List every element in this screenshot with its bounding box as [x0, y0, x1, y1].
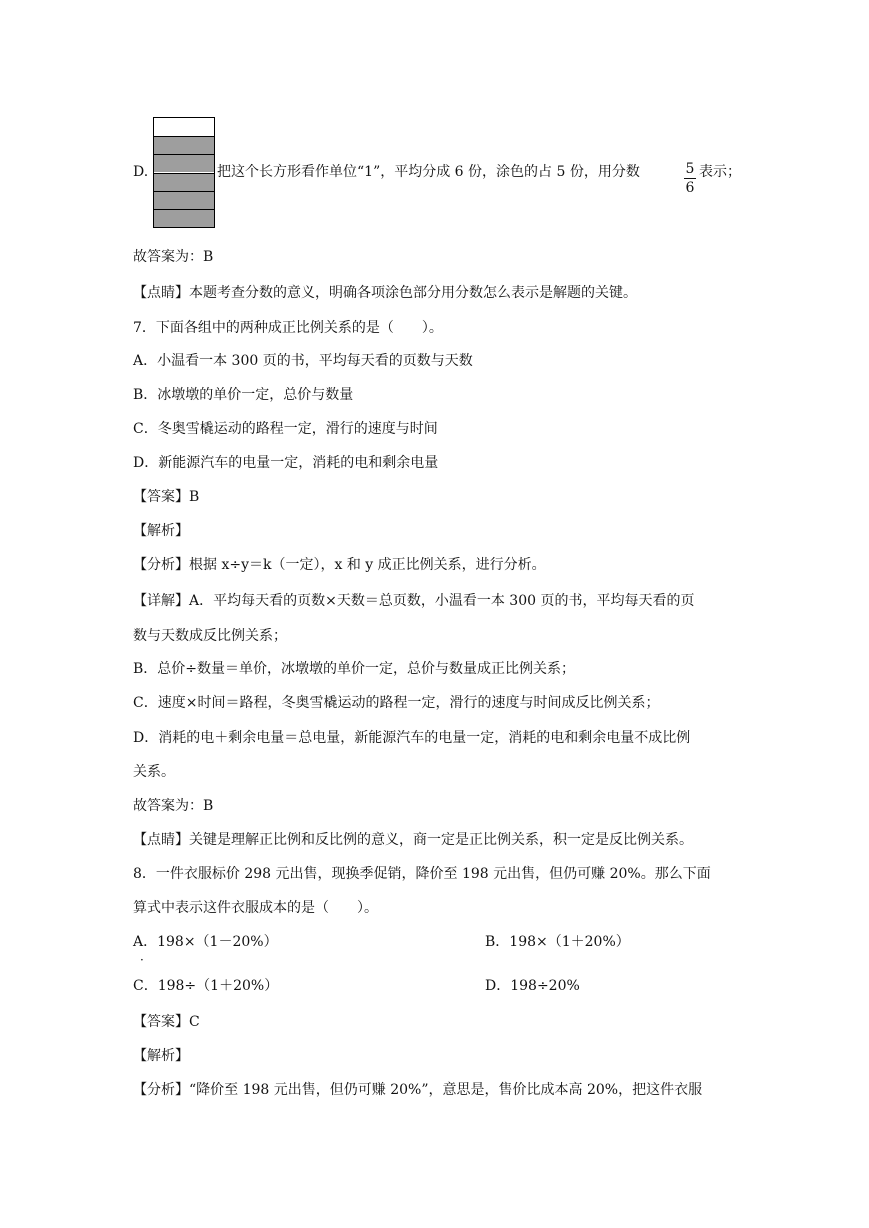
answer-label: 【答案】C — [133, 1014, 200, 1030]
text-line: 【分析】“降价至 198 元出售，但仍可赚 20%”，意思是，售价比成本高 20%，把这件衣服 — [133, 1082, 703, 1098]
unshaded-part — [154, 118, 214, 136]
q8-option-b: B．198×（1＋20%） — [485, 934, 630, 950]
option-d-label: D. — [133, 164, 149, 180]
analysis-label: 【解析】 — [133, 523, 189, 539]
text-line: 故答案为：B — [133, 249, 214, 265]
shaded-part — [154, 191, 214, 209]
text-line: 【点睛】关键是理解正比例和反比例的意义，商一定是正比例关系，积一定是反比例关系。 — [133, 832, 693, 848]
text-line: 【分析】根据 x÷y＝k（一定），x 和 y 成正比例关系，进行分析。 — [133, 557, 546, 573]
text-line: 关系。 — [133, 764, 175, 780]
fraction-rectangle-diagram — [153, 117, 215, 228]
text-line: C．速度×时间＝路程，冬奥雪橇运动的路程一定，滑行的速度与时间成反比例关系； — [133, 695, 660, 711]
fraction-numerator: 5 — [685, 161, 695, 177]
q7-option-a: A．小温看一本 300 页的书，平均每天看的页数与天数 — [133, 353, 473, 369]
text-line: 数与天数成反比例关系； — [133, 628, 287, 644]
fraction-denominator: 6 — [685, 180, 695, 196]
text-line: 【详解】A．平均每天看的页数×天数＝总页数，小温看一本 300 页的书，平均每天看的页 — [133, 593, 695, 609]
shaded-part — [154, 209, 214, 227]
answer-label: 【答案】B — [133, 489, 200, 505]
text-line: B．总价÷数量＝单价，冰墩墩的单价一定，总价与数量成正比例关系； — [133, 661, 576, 677]
shaded-part — [154, 136, 214, 154]
q7-option-b: B．冰墩墩的单价一定，总价与数量 — [133, 387, 354, 403]
option-d-tail: 表示； — [699, 164, 741, 180]
text-line: 【点睛】本题考查分数的意义，明确各项涂色部分用分数怎么表示是解题的关键。 — [133, 285, 637, 301]
option-d-text: 把这个长方形看作单位“1”，平均分成 6 份，涂色的占 5 份，用分数 — [217, 164, 640, 180]
q8-option-d: D．198÷20% — [485, 978, 580, 994]
text-line: D．消耗的电＋剩余电量＝总电量，新能源汽车的电量一定，消耗的电和剩余电量不成比例 — [133, 730, 691, 746]
q8-option-a: A．198×（1－20%） — [133, 934, 278, 950]
analysis-label: 【解析】 — [133, 1048, 189, 1064]
shaded-part — [154, 173, 214, 191]
text-line: 算式中表示这件衣服成本的是（ ）。 — [133, 900, 378, 916]
text-line: 故答案为：B — [133, 798, 214, 814]
fraction-five-sixths — [684, 160, 696, 197]
q7-option-c: C．冬奥雪橇运动的路程一定，滑行的速度与时间 — [133, 421, 438, 437]
q8-option-c: C．198÷（1＋20%） — [133, 978, 279, 994]
question-7: 7．下面各组中的两种成正比例关系的是（ ）。 — [133, 320, 443, 336]
q7-option-d: D．新能源汽车的电量一定，消耗的电和剩余电量 — [133, 455, 439, 471]
question-8: 8．一件衣服标价 298 元出售，现换季促销，降价至 198 元出售，但仍可赚 20%。那么下面 — [133, 866, 711, 882]
stray-dot: · — [140, 953, 144, 967]
shaded-part — [154, 154, 214, 172]
